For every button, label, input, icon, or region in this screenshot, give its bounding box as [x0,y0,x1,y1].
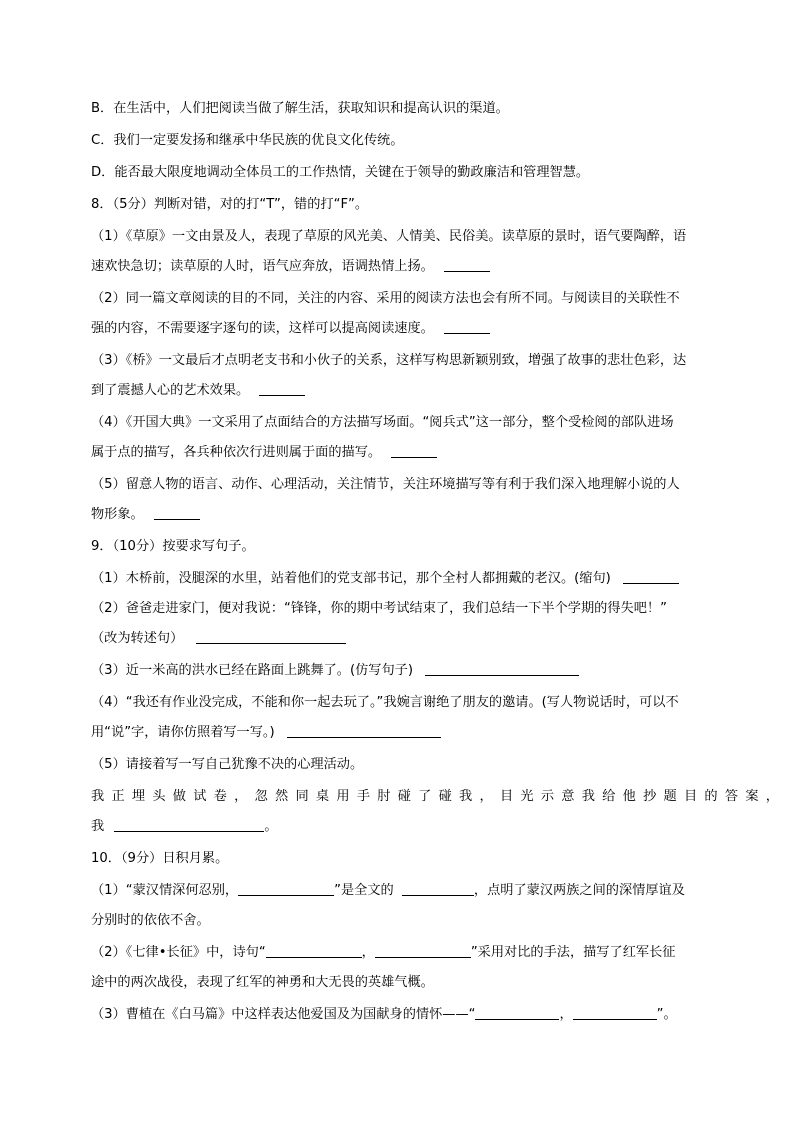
q10-heading: 10．（9分）日积月累。 [91,851,229,866]
q8-answer-blank-2[interactable] [444,320,490,334]
q10-answer-blank-3b[interactable] [573,1006,657,1020]
q9-item-2-text: （改为转述句） [91,631,184,646]
q8-item-5-text: 物形象。 [91,507,144,522]
q10-item-1-mid: ”是全文的 [334,883,394,898]
q8-item-5-line-1: （5）留意人物的语言、动作、心理活动，关注情节，关注环境描写等有利于我们深入地理解小说的人 [91,477,680,492]
q9-answer-blank-4[interactable] [287,724,441,738]
q9-item-4-line-1: （4）“我还有作业没完成，不能和你一起去玩了。”我婉言谢绝了朋友的邀请。(写人物说话时，可以不 [91,695,679,710]
q10-item-2-line-2: 途中的两次战役，表现了红军的神勇和大无畏的英雄气概。 [91,975,434,990]
q10-answer-blank-2a[interactable] [266,944,362,958]
q8-answer-blank-1[interactable] [444,258,490,272]
q8-item-1-text: 速欢快急切；读草原的人时，语气应奔放，语调热情上扬。 [91,259,434,274]
q9-item-2-line-1: （2）爸爸走进家门，便对我说：“锋锋，你的期中考试结束了，我们总结一下半个学期的得失吧！” [91,601,667,616]
q10-answer-blank-1a[interactable] [238,882,334,896]
q9-answer-blank-3[interactable] [425,662,579,676]
q9-item-5-answer-line [91,818,278,836]
q8-item-1-line-2 [91,258,490,276]
q9-item-2-line-2 [91,630,346,648]
q9-heading: 9．（10分）按要求写句子。 [91,539,255,554]
q7-option-c: C．我们一定要发扬和继承中华民族的优良文化传统。 [91,133,404,148]
q9-item-3 [91,662,579,680]
q9-item-5: （5）请接着写一写自己犹豫不决的心理活动。 [91,757,364,772]
q9-answer-blank-2[interactable] [196,630,346,644]
q9-item-4-line-2 [91,724,441,742]
q8-item-3-line-2 [91,382,305,400]
q8-item-4-line-2 [91,444,437,462]
q10-item-2-sep: ， [361,945,375,960]
q10-item-2-line-1 [91,944,676,962]
q8-answer-blank-4[interactable] [391,444,437,458]
q10-item-3 [91,1006,677,1024]
q10-item-2-post: ”采用对比的手法，描写了红军长征 [470,945,676,960]
q9-item-5-lead: 我 [91,819,105,834]
q7-option-d: D．能否最大限度地调动全体员工的工作热情，关键在于领导的勤政廉洁和管理智慧。 [91,165,590,180]
q8-item-1-line-1: （1）《草原》一文由景及人，表现了草原的风光美、人情美、民俗美。读草原的景时，语气要陶醉，语 [91,229,687,244]
q9-answer-blank-5[interactable] [114,818,264,832]
q8-item-2-line-2 [91,320,490,338]
q8-item-5-line-2 [91,506,200,524]
q9-item-1-text: （1）木桥前，没腿深的水里，站着他们的党支部书记，那个全村人都拥戴的老汉。(缩句) [91,571,611,586]
q10-item-3-pre: （3）曹植在《白马篇》中这样表达他爱国及为国献身的情怀——“ [91,1007,476,1022]
q9-item-1 [91,570,679,588]
q8-heading: 8．（5分）判断对错，对的打“T”，错的打“F”。 [91,197,369,212]
q9-item-5-paragraph: 我正埋头做试卷，忽然同桌用手肘碰了碰我，目光示意我给他抄题目的答案， [91,789,787,804]
q8-item-2-text: 强的内容，不需要逐字逐句的读，这样可以提高阅读速度。 [91,321,434,336]
q7-option-b: B．在生活中，人们把阅读当做了解生活，获取知识和提高认识的渠道。 [91,101,509,116]
q10-answer-blank-3a[interactable] [475,1006,559,1020]
q8-item-3-line-1: （3）《桥》一文最后才点明老支书和小伙子的关系，这样写构思新颖别致，增强了故事的悲壮色彩，达 [91,353,687,368]
q10-answer-blank-2b[interactable] [375,944,471,958]
q8-answer-blank-5[interactable] [154,506,200,520]
q10-item-1-post: ，点明了蒙汉两族之间的深情厚谊及 [473,883,685,898]
q8-answer-blank-3[interactable] [259,382,305,396]
q10-item-1-pre: （1）“蒙汉情深何忍别， [91,883,239,898]
q8-item-3-text: 到了震撼人心的艺术效果。 [91,383,250,398]
q9-item-5-end: 。 [264,819,278,834]
q8-item-4-line-1: （4）《开国大典》一文采用了点面结合的方法描写场面。“阅兵式”这一部分，整个受检阅的部队进场 [91,415,674,430]
q10-item-3-post: ”。 [656,1007,677,1022]
q10-answer-blank-1b[interactable] [402,882,474,896]
q9-answer-blank-1[interactable] [623,570,679,584]
q9-item-3-text: （3）近一米高的洪水已经在路面上跳舞了。(仿写句子) [91,663,413,678]
q8-item-4-text: 属于点的描写，各兵种依次行进则属于面的描写。 [91,445,382,460]
q9-item-4-text: 用“说”字，请你仿照着写一写。) [91,725,275,740]
q10-item-3-sep: ， [559,1007,573,1022]
q8-item-2-line-1: （2）同一篇文章阅读的目的不同，关注的内容、采用的阅读方法也会有所不同。与阅读目的关联性不 [91,291,680,306]
q10-item-2-pre: （2）《七律•长征》中，诗句“ [91,945,266,960]
q10-item-1-line-1 [91,882,685,900]
q10-item-1-line-2: 分别时的依依不舍。 [91,913,210,928]
